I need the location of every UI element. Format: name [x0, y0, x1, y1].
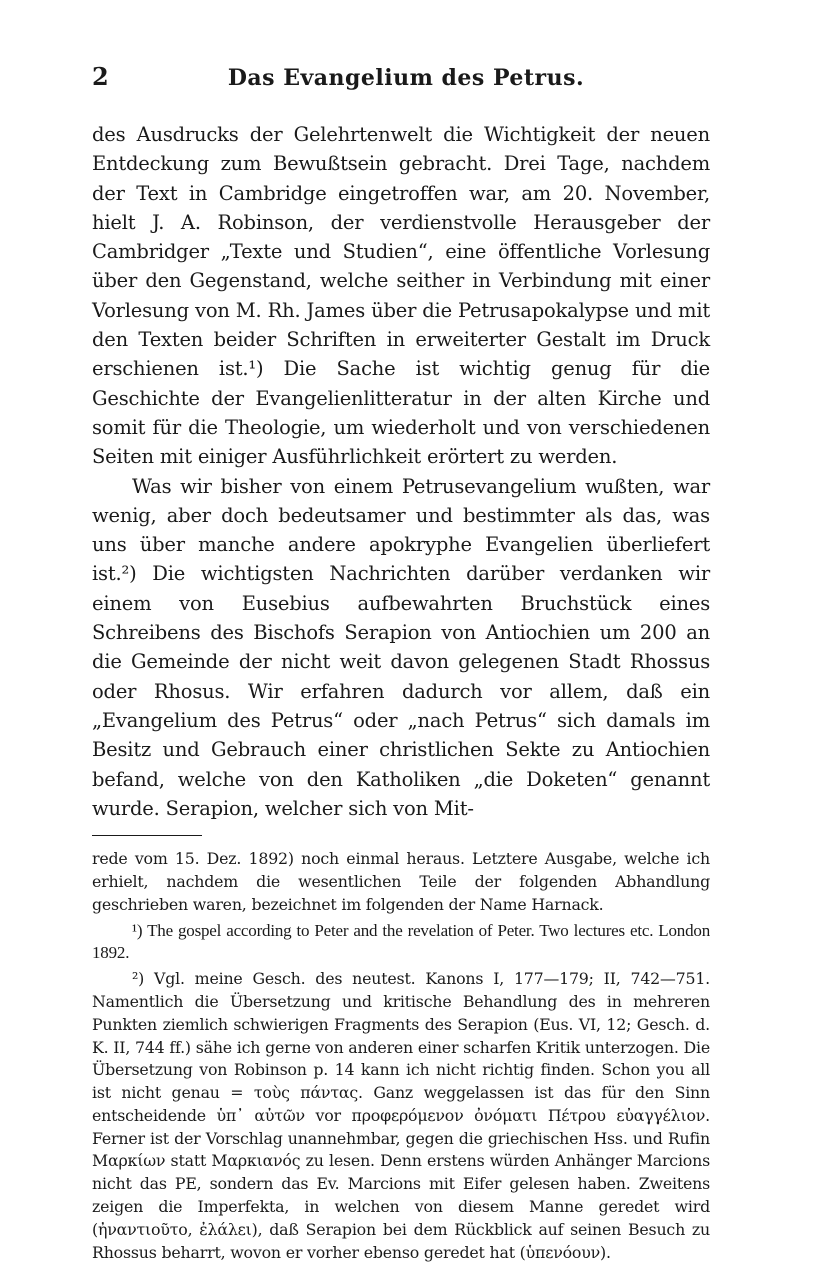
body-paragraph-1: des Ausdrucks der Gelehrtenwelt die Wichtigkeit der neuen Entdeckung zum Bewußtsein gebracht. Drei Tage, nachdem der Text in Cambridge eingetroffen war, am 20. November, hielt J. A. Robinson, der verdienstvolle Herausgeber der Cambridger „Texte und Studien“, eine öffentliche Vorlesung über den Gegenstand, welche seither in Verbindung mit einer Vorlesung von M. Rh. James über die Petrusapokalypse und mit den Texten beider Schriften in erweiterter Gestalt im Druck erschienen ist.¹) Die Sache ist wichtig genug für die Geschichte der Evangelienlitteratur in der alten Kirche und somit für die Theologie, um wiederholt und von verschiedenen Seiten mit einiger Ausführlichkeit erörtert zu werden. [92, 123, 710, 469]
footnote-1: ¹) The gospel according to Peter and the revelation of Peter. Two lectures etc. London 1892. [92, 920, 710, 963]
main-text [92, 120, 710, 823]
footnote-2: ²) Vgl. meine Gesch. des neutest. Kanons I, 177—179; II, 742—751. Namentlich die Übersetzung und kritische Behandlung des in mehreren Punkten ziemlich schwierigen Fragments des Serapion (Eus. VI, 12; Gesch. d. K. II, 744 ff.) sähe ich gerne von anderen einer scharfen Kritik unterzogen. Die Übersetzung von Robinson p. 14 kann ich nicht richtig finden. Schon you all ist nicht genau = τοὺς πάντας. Ganz weggelassen ist das für den Sinn entscheidende ὑπ᾽ αὐτῶν vor προφερόμενον ὀνόματι Πέτρου εὐαγγέλιον. Ferner ist der Vorschlag unannehmbar, gegen die griechischen Hss. und Rufin Μαρκίων statt Μαρκιανός zu lesen. Denn erstens würden Anhänger Marcions nicht das PE, sondern das Ev. Marcions mit Eifer gelesen haben. Zweitens zeigen die Imperfekta, in welchen von diesem Manne geredet wird (ἠναντιοῦτο, ἐλάλει), daß Serapion bei dem Rückblick auf seinen Besuch zu Rhossus beharrt, wovon er vorher ebenso geredet hat (ὑπενόουν). [92, 969, 710, 1262]
running-title: Das Evangelium des Petrus. [227, 65, 585, 91]
footnote-continuation: rede vom 15. Dez. 1892) noch einmal heraus. Letztere Ausgabe, welche ich erhielt, nachdem die wesentlichen Teile der folgenden Abhandlung geschrieben waren, bezeichnet im folgenden der Name Harnack. [92, 849, 710, 914]
footnote-separator [92, 835, 202, 836]
running-head [92, 62, 710, 102]
footnotes [92, 848, 710, 1264]
page-number: 2 [92, 62, 109, 91]
body-paragraph-2: Was wir bisher von einem Petrusevangelium wußten, war wenig, aber doch bedeutsamer und bestimmter als das, was uns über manche andere apokryphe Evangelien überliefert ist.²) Die wichtigsten Nachrichten darüber verdanken wir einem von Eusebius aufbewahrten Bruchstück eines Schreibens des Bischofs Serapion von Antiochien um 200 an die Gemeinde der nicht weit davon gelegenen Stadt Rhossus oder Rhosus. Wir erfahren dadurch vor allem, daß ein „Evangelium des Petrus“ oder „nach Petrus“ sich damals im Besitz und Gebrauch einer christlichen Sekte zu Antiochien befand, welche von den Katholiken „die Doketen“ genannt wurde. Serapion, welcher sich von Mit- [92, 474, 710, 820]
